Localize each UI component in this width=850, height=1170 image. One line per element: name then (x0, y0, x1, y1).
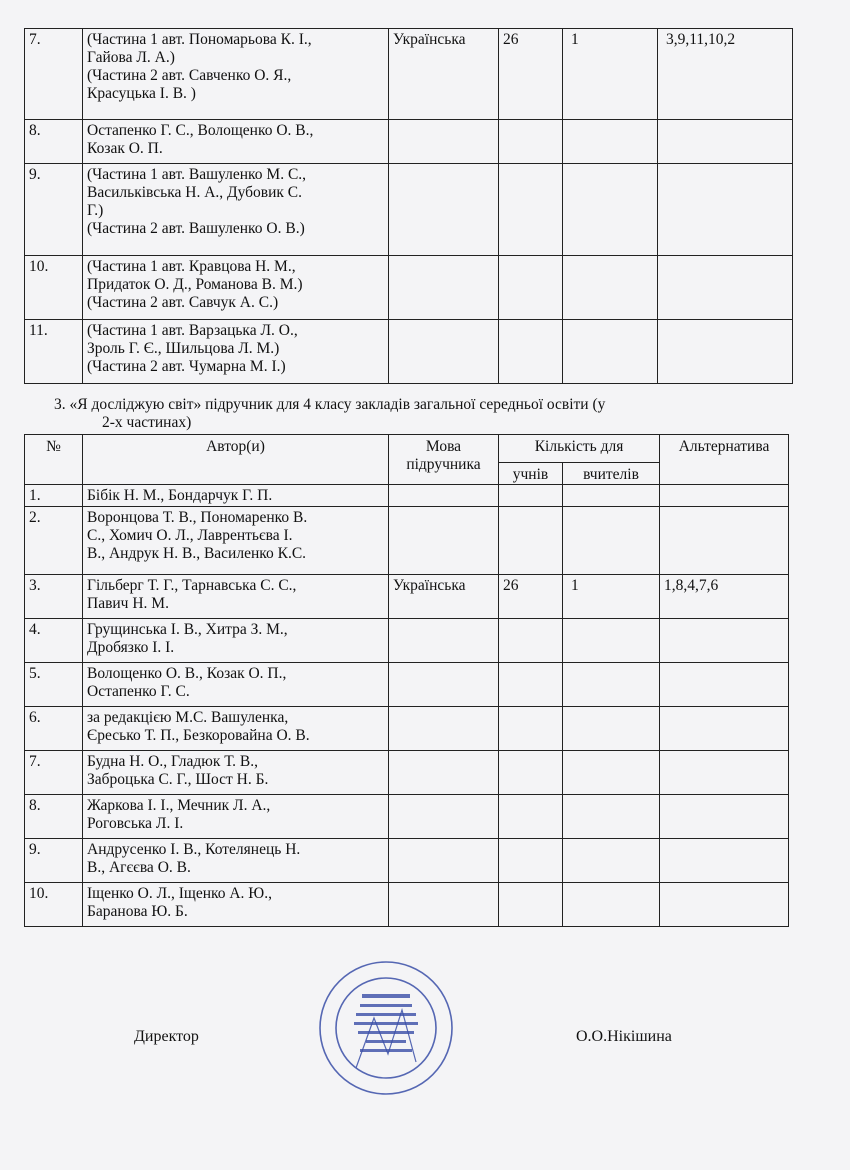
students-count-cell: 26 (499, 575, 563, 619)
table-row (25, 256, 793, 320)
author-cell: Будна Н. О., Гладюк Т. В., Заброцька С. Г., Шост Н. Б. (83, 751, 389, 795)
row-number-cell: 5. (25, 663, 83, 707)
students-count-cell (499, 120, 563, 164)
language-cell: Українська (389, 575, 499, 619)
table-row (25, 485, 789, 507)
section-heading (54, 396, 794, 432)
teachers-count-cell (563, 120, 658, 164)
director-label: Директор (134, 1028, 199, 1045)
teachers-count-cell (563, 256, 658, 320)
table-row (25, 795, 789, 839)
author-cell: Жаркова І. І., Мечник Л. А., Роговська Л. І. (83, 795, 389, 839)
language-cell (389, 751, 499, 795)
students-count-cell (499, 485, 563, 507)
students-count-cell (499, 751, 563, 795)
alternative-cell (660, 839, 789, 883)
language-cell (389, 707, 499, 751)
teachers-count-cell (563, 485, 660, 507)
teachers-count-cell (563, 883, 660, 927)
alternative-cell (658, 256, 793, 320)
language-cell (389, 883, 499, 927)
director-name: О.О.Нікішина (576, 1028, 672, 1045)
alternative-cell (658, 164, 793, 256)
author-cell: Грущинська І. В., Хитра З. М., Дробязко І. І. (83, 619, 389, 663)
students-count-cell (499, 320, 563, 384)
header-number: № (25, 435, 83, 485)
header-language: Мова підручника (389, 435, 499, 485)
students-count-cell (499, 256, 563, 320)
school-seal (316, 958, 456, 1098)
language-cell (389, 485, 499, 507)
table-row (25, 575, 789, 619)
author-cell: (Частина 1 авт. Вашуленко М. С., Васильківська Н. А., Дубовик С. Г.) (Частина 2 авт. Вашуленко О. В.) (83, 164, 389, 256)
alternative-cell (660, 485, 789, 507)
table-row (25, 751, 789, 795)
language-cell (389, 320, 499, 384)
alternative-cell (660, 883, 789, 927)
row-number-cell: 9. (25, 839, 83, 883)
alternative-cell (660, 619, 789, 663)
row-number-cell: 9. (25, 164, 83, 256)
author-cell: (Частина 1 авт. Пономарьова К. І., Гайова Л. А.) (Частина 2 авт. Савченко О. Я., Красуцька І. В. ) (83, 29, 389, 120)
students-count-cell (499, 883, 563, 927)
students-count-cell: 26 (499, 29, 563, 120)
teachers-count-cell: 1 (563, 575, 660, 619)
students-count-cell (499, 839, 563, 883)
language-cell (389, 164, 499, 256)
table-row (25, 320, 793, 384)
section-number: 3. (54, 396, 66, 413)
language-cell (389, 795, 499, 839)
teachers-count-cell (563, 707, 660, 751)
author-cell: за редакцією М.С. Вашуленка, Єресько Т. П., Безкоровайна О. В. (83, 707, 389, 751)
row-number-cell: 10. (25, 256, 83, 320)
row-number-cell: 8. (25, 795, 83, 839)
alternative-cell (660, 795, 789, 839)
language-cell (389, 256, 499, 320)
alternative-cell (658, 320, 793, 384)
teachers-count-cell (563, 751, 660, 795)
section-title-line1: «Я досліджую світ» підручник для 4 класу закладів загальної середньої освіти (у (69, 396, 606, 413)
header-author: Автор(и) (83, 435, 389, 485)
language-cell (389, 507, 499, 575)
teachers-count-cell (563, 507, 660, 575)
row-number-cell: 10. (25, 883, 83, 927)
language-cell: Українська (389, 29, 499, 120)
teachers-count-cell (563, 619, 660, 663)
alternative-cell: 1,8,4,7,6 (660, 575, 789, 619)
table-row (25, 707, 789, 751)
header-quantity: Кількість для (499, 435, 660, 463)
header-teachers: вчителів (563, 463, 660, 485)
language-cell (389, 619, 499, 663)
students-count-cell (499, 707, 563, 751)
header-students: учнів (499, 463, 563, 485)
table-row (25, 619, 789, 663)
table-row (25, 663, 789, 707)
row-number-cell: 8. (25, 120, 83, 164)
author-cell: Бібік Н. М., Бондарчук Г. П. (83, 485, 389, 507)
language-cell (389, 839, 499, 883)
author-cell: Гільберг Т. Г., Тарнавська С. С., Павич Н. М. (83, 575, 389, 619)
row-number-cell: 11. (25, 320, 83, 384)
students-count-cell (499, 795, 563, 839)
author-cell: (Частина 1 авт. Варзацька Л. О., Зроль Г. Є., Шильцова Л. М.) (Частина 2 авт. Чумарна М. І.) (83, 320, 389, 384)
author-cell: Волощенко О. В., Козак О. П., Остапенко Г. С. (83, 663, 389, 707)
students-count-cell (499, 507, 563, 575)
header-alternative: Альтернатива (660, 435, 789, 485)
teachers-count-cell: 1 (563, 29, 658, 120)
alternative-cell (660, 751, 789, 795)
row-number-cell: 1. (25, 485, 83, 507)
row-number-cell: 2. (25, 507, 83, 575)
alternative-cell (660, 507, 789, 575)
table-row (25, 839, 789, 883)
author-cell: Остапенко Г. С., Волощенко О. В., Козак О. П. (83, 120, 389, 164)
students-count-cell (499, 164, 563, 256)
table-row (25, 883, 789, 927)
language-cell (389, 663, 499, 707)
teachers-count-cell (563, 164, 658, 256)
table-row (25, 507, 789, 575)
table-row (25, 29, 793, 120)
teachers-count-cell (563, 795, 660, 839)
teachers-count-cell (563, 320, 658, 384)
textbooks-table-part1 (24, 28, 793, 384)
table-row (25, 164, 793, 256)
author-cell: (Частина 1 авт. Кравцова Н. М., Придаток О. Д., Романова В. М.) (Частина 2 авт. Савчук А. С.) (83, 256, 389, 320)
teachers-count-cell (563, 663, 660, 707)
author-cell: Іщенко О. Л., Іщенко А. Ю., Баранова Ю. Б. (83, 883, 389, 927)
teachers-count-cell (563, 839, 660, 883)
author-cell: Андрусенко І. В., Котелянець Н. В., Агєєва О. В. (83, 839, 389, 883)
row-number-cell: 3. (25, 575, 83, 619)
alternative-cell (658, 120, 793, 164)
alternative-cell: 3,9,11,10,2 (658, 29, 793, 120)
students-count-cell (499, 619, 563, 663)
row-number-cell: 7. (25, 29, 83, 120)
section-title-line2: 2-х частинах) (102, 414, 192, 431)
row-number-cell: 4. (25, 619, 83, 663)
row-number-cell: 7. (25, 751, 83, 795)
row-number-cell: 6. (25, 707, 83, 751)
students-count-cell (499, 663, 563, 707)
author-cell: Воронцова Т. В., Пономаренко В. С., Хомич О. Л., Лаврентьєва І. В., Андрук Н. В., Василенко К.С. (83, 507, 389, 575)
alternative-cell (660, 707, 789, 751)
language-cell (389, 120, 499, 164)
textbooks-table-part2 (24, 434, 789, 927)
table-row (25, 120, 793, 164)
alternative-cell (660, 663, 789, 707)
